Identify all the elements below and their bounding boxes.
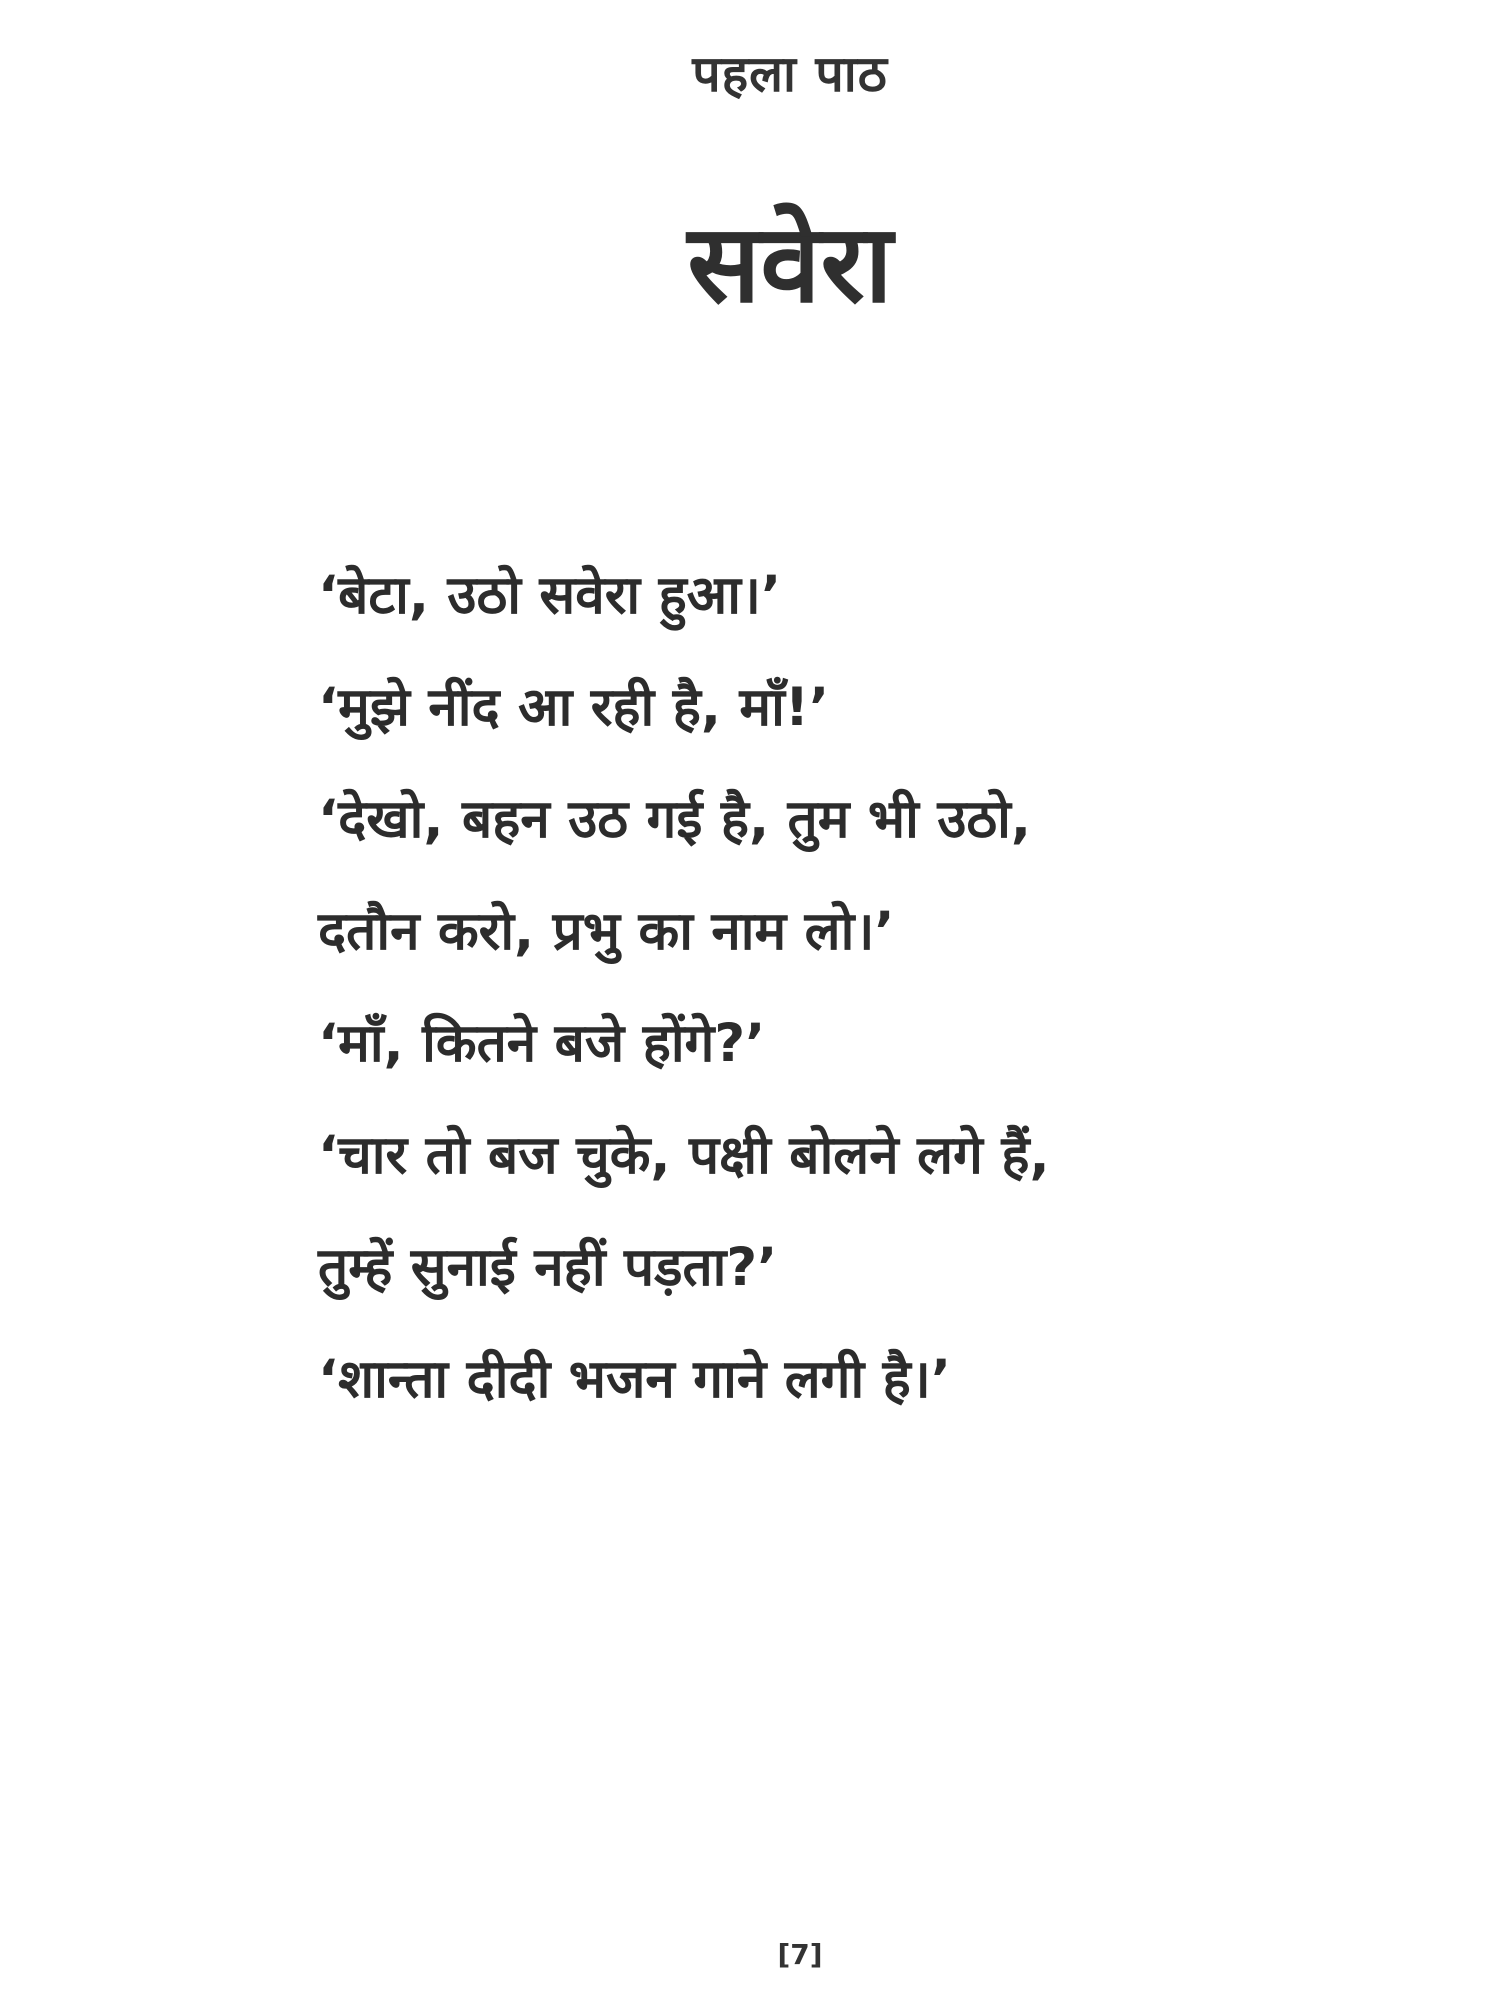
page-title: सवेरा: [687, 202, 893, 327]
poem-line: ‘देखो, बहन उठ गई है, तुम भी उठो,: [318, 789, 1032, 850]
poem-line: तुम्हें सुनाई नहीं पड़ता?’: [318, 1237, 778, 1298]
poem-line: ‘बेटा, उठो सवेरा हुआ।’: [318, 565, 782, 626]
poem-line: ‘शान्ता दीदी भजन गाने लगी है।’: [318, 1349, 952, 1410]
poem-line: ‘चार तो बज चुके, पक्षी बोलने लगे हैं,: [318, 1125, 1050, 1186]
lesson-label: पहला पाठ: [692, 45, 888, 103]
poem-line: ‘माँ, कितने बजे होंगे?’: [318, 1013, 766, 1074]
page-number: [7]: [777, 1938, 823, 1971]
poem-line: ‘मुझे नींद आ रही है, माँ!’: [318, 677, 830, 738]
poem-line: दतौन करो, प्रभु का नाम लो।’: [318, 901, 895, 962]
poem-body: [318, 540, 1418, 1436]
